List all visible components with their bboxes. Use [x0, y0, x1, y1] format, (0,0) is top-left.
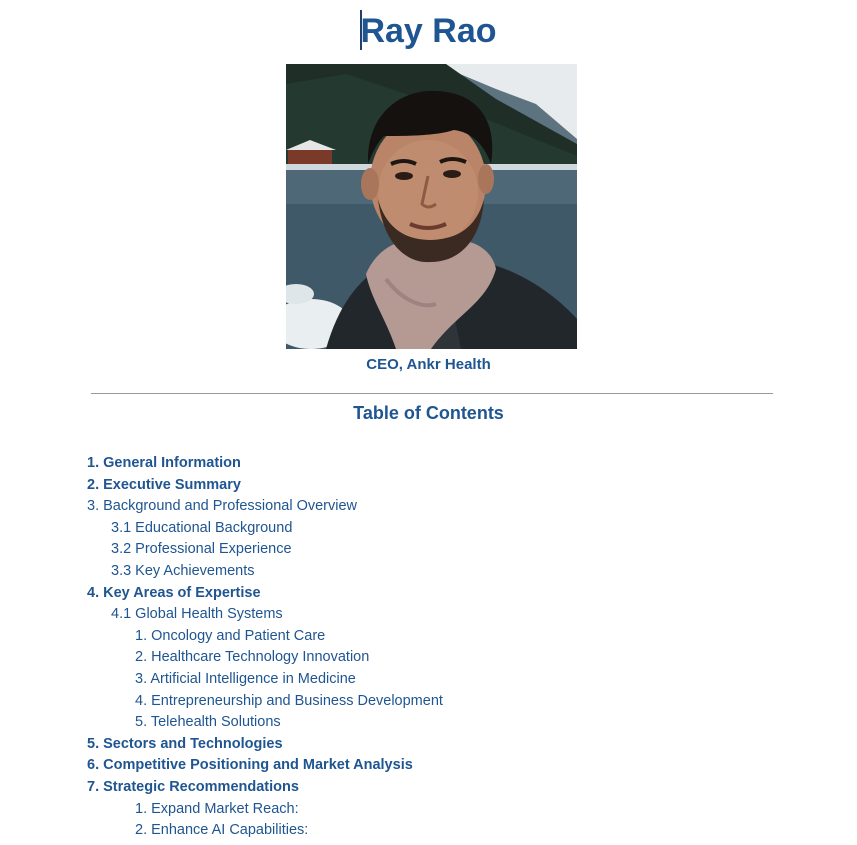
table-of-contents: [87, 453, 787, 842]
toc-link[interactable]: 3.3 Key Achievements: [111, 562, 255, 579]
person-role: CEO, Ankr Health: [366, 356, 491, 373]
toc-link[interactable]: 6. Competitive Positioning and Market Analysis: [87, 757, 413, 774]
toc-link[interactable]: 1. Expand Market Reach:: [135, 800, 299, 817]
toc-link[interactable]: 1. General Information: [87, 455, 241, 471]
toc-link[interactable]: 2. Enhance AI Capabilities:: [135, 822, 309, 839]
toc-link[interactable]: 3.1 Educational Background: [111, 519, 293, 536]
toc-title: Table of Contents: [353, 403, 504, 423]
toc-link[interactable]: 3.2 Professional Experience: [111, 541, 292, 558]
toc-link[interactable]: 4. Key Areas of Expertise: [87, 584, 261, 601]
portrait-photo-icon: [286, 64, 577, 349]
portrait-photo: [286, 64, 577, 349]
horizontal-divider: [91, 393, 773, 394]
toc-link[interactable]: 5. Sectors and Technologies: [87, 735, 283, 752]
person-name: Ray Rao: [360, 12, 497, 50]
toc-link[interactable]: 4.1 Global Health Systems: [111, 606, 283, 623]
toc-link[interactable]: 3. Artificial Intelligence in Medicine: [135, 670, 356, 687]
toc-link[interactable]: 5. Telehealth Solutions: [135, 714, 281, 731]
toc-link[interactable]: 1. Oncology and Patient Care: [135, 627, 326, 644]
toc-link[interactable]: 7. Strategic Recommendations: [87, 778, 299, 795]
toc-link[interactable]: 2. Healthcare Technology Innovation: [135, 649, 370, 666]
page-title[interactable]: [0, 8, 857, 54]
toc-link[interactable]: 3. Background and Professional Overview: [87, 498, 358, 515]
toc-link[interactable]: 4. Entrepreneurship and Business Development: [135, 692, 443, 709]
toc-link[interactable]: 2. Executive Summary: [87, 476, 241, 493]
